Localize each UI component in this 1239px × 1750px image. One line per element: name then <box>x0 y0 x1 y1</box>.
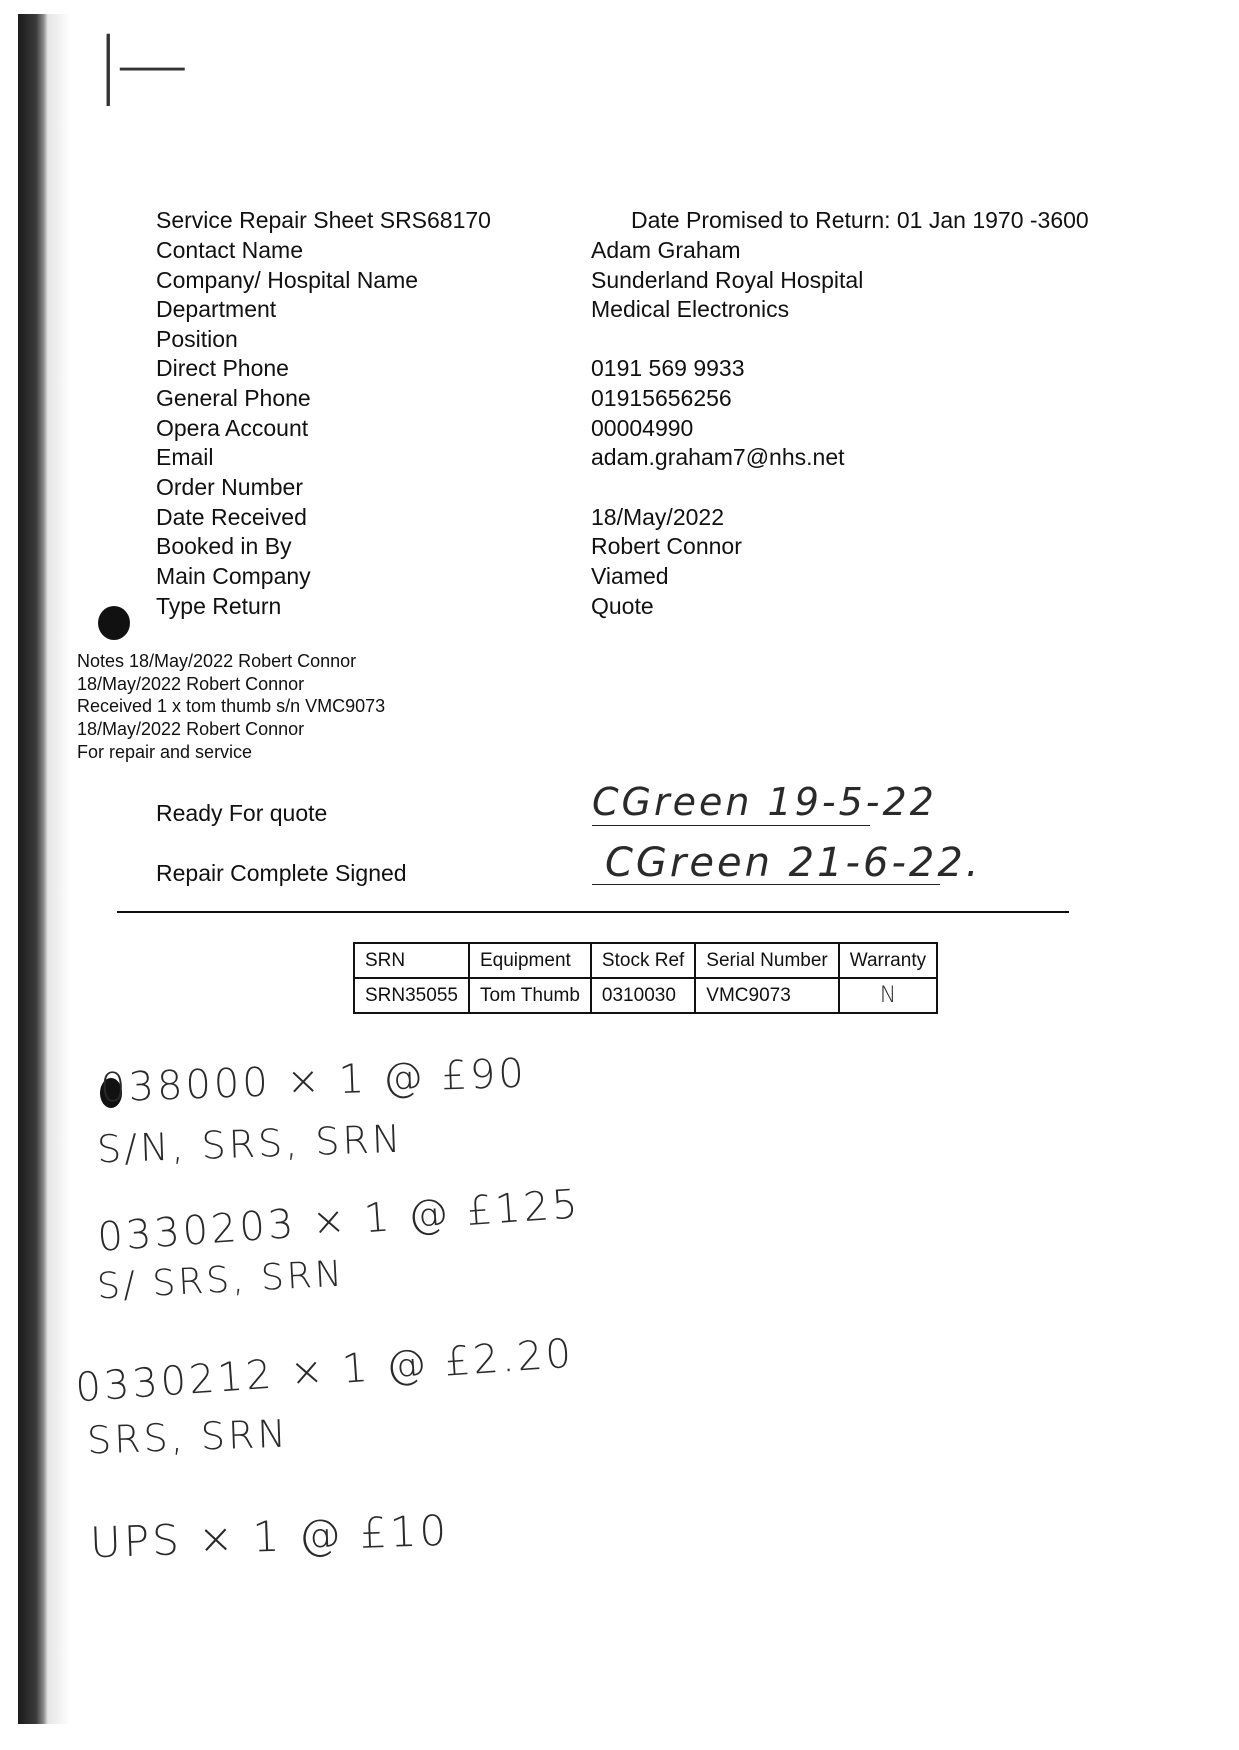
field-value-general-phone: 01915656256 <box>591 385 732 411</box>
col-header-stock-ref: Stock Ref <box>591 943 695 978</box>
sheet-title: Service Repair Sheet SRS68170 <box>156 207 491 233</box>
col-header-serial-number: Serial Number <box>695 943 838 978</box>
warranty-handwritten: N <box>879 983 897 1008</box>
field-value-opera-account: 00004990 <box>591 415 694 441</box>
field-label-booked-in-by: Booked in By <box>156 533 292 559</box>
field-value-company: Sunderland Royal Hospital <box>591 267 864 293</box>
scan-edge <box>18 14 48 1724</box>
field-label-order-number: Order Number <box>156 474 303 500</box>
field-value-direct-phone: 0191 569 9933 <box>591 355 745 381</box>
field-value-type-return: Quote <box>591 593 654 619</box>
note-line: 18/May/2022 Robert Connor <box>77 719 305 740</box>
equipment-table <box>353 942 938 1014</box>
ready-signature-line <box>592 825 870 826</box>
cell-serial-number: VMC9073 <box>695 978 838 1013</box>
scan-shadow <box>48 14 70 1724</box>
corner-mark: |— <box>96 22 185 106</box>
col-header-srn: SRN <box>354 943 469 978</box>
field-value-department: Medical Electronics <box>591 296 790 322</box>
handwritten-line: 038000 × 1 @ £90 <box>99 1050 528 1112</box>
table-row <box>354 978 937 1013</box>
cell-warranty <box>839 978 937 1013</box>
field-label-company: Company/ Hospital Name <box>156 267 419 293</box>
notes-block <box>77 650 385 764</box>
handwritten-line: SRS, SRN <box>86 1411 290 1463</box>
handwritten-line: S/N, SRS, SRN <box>96 1116 404 1172</box>
col-header-warranty: Warranty <box>839 943 937 978</box>
note-line: For repair and service <box>77 741 253 762</box>
field-label-main-company: Main Company <box>156 563 311 589</box>
field-label-opera-account: Opera Account <box>156 415 309 441</box>
field-label-department: Department <box>156 296 277 322</box>
ready-signature: CGreen 19-5-22 <box>592 780 937 824</box>
note-line: 18/May/2022 Robert Connor <box>77 673 305 694</box>
field-label-type-return: Type Return <box>156 593 282 619</box>
field-value-date-received: 18/May/2022 <box>591 504 724 530</box>
cell-srn: SRN35055 <box>354 978 469 1013</box>
col-header-equipment: Equipment <box>469 943 591 978</box>
field-label-date-received: Date Received <box>156 504 307 530</box>
cell-equipment: Tom Thumb <box>469 978 591 1013</box>
handwritten-line: 0330212 × 1 @ £2.20 <box>74 1330 576 1412</box>
complete-signature-line <box>592 884 940 885</box>
handwritten-line: 0330203 × 1 @ £125 <box>95 1181 582 1261</box>
field-label-direct-phone: Direct Phone <box>156 355 289 381</box>
field-label-contact-name: Contact Name <box>156 237 304 263</box>
ready-for-quote-label: Ready For quote <box>156 800 328 826</box>
field-label-email: Email <box>156 444 214 470</box>
repair-complete-label: Repair Complete Signed <box>156 860 407 886</box>
section-divider <box>117 911 1069 913</box>
field-value-contact-name: Adam Graham <box>591 237 741 263</box>
handwritten-line: S/ SRS, SRN <box>96 1253 346 1308</box>
field-value-email: adam.graham7@nhs.net <box>591 444 845 470</box>
field-label-position: Position <box>156 326 238 352</box>
field-value-main-company: Viamed <box>591 563 669 589</box>
cell-stock-ref: 0310030 <box>591 978 695 1013</box>
punch-hole-mark <box>98 606 130 640</box>
field-label-general-phone: General Phone <box>156 385 311 411</box>
note-line: Received 1 x tom thumb s/n VMC9073 <box>77 696 386 717</box>
note-line: Notes 18/May/2022 Robert Connor <box>77 651 357 671</box>
table-header-row <box>354 943 937 978</box>
complete-signature: CGreen 21-6-22. <box>605 840 982 886</box>
date-promised: Date Promised to Return: 01 Jan 1970 -3600 <box>631 207 1089 233</box>
field-value-booked-in-by: Robert Connor <box>591 533 742 559</box>
handwritten-line: UPS × 1 @ £10 <box>89 1505 450 1568</box>
